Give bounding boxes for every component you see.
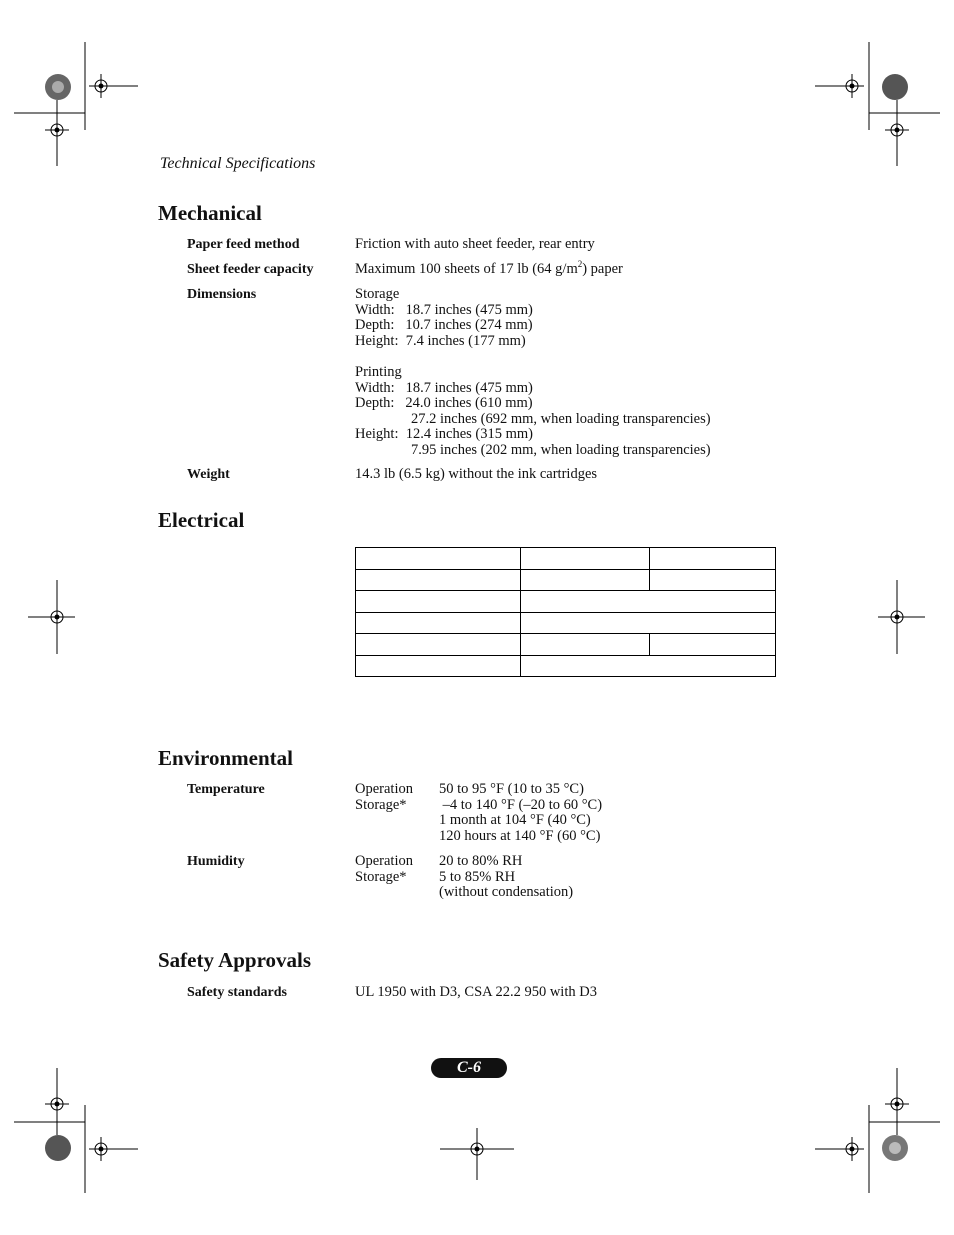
temp-storage-value-3: 120 hours at 140 °F (60 °C)	[439, 827, 601, 844]
storage-width: Width: 18.7 inches (475 mm)	[355, 301, 533, 318]
weight-value: 14.3 lb (6.5 kg) without the ink cartridges	[355, 466, 598, 482]
paper-feed-value: Friction with auto sheet feeder, rear entry	[355, 236, 595, 252]
printing-width: Width: 18.7 inches (475 mm)	[355, 379, 533, 396]
table-row	[356, 569, 776, 591]
table-row	[356, 655, 776, 677]
temp-storage-label: Storage*	[355, 796, 407, 813]
safety-standards-label: Safety standards	[187, 985, 287, 1000]
hum-storage-value: 5 to 85% RH	[439, 868, 516, 885]
hum-operation-label: Operation	[355, 853, 413, 869]
storage-height: Height: 7.4 inches (177 mm)	[355, 332, 526, 349]
temperature-values	[439, 782, 602, 844]
storage-title: Storage	[355, 286, 400, 302]
table-row	[356, 548, 776, 570]
table-row	[356, 612, 776, 634]
humidity-label: Humidity	[187, 854, 245, 869]
temp-operation-label: Operation	[355, 781, 413, 797]
mechanical-heading: Mechanical	[158, 201, 262, 225]
hum-storage-label: Storage*	[355, 868, 407, 885]
temp-storage-value: –4 to 140 °F (–20 to 60 °C)	[439, 796, 603, 813]
dimensions-value	[355, 287, 711, 459]
running-head: Technical Specifications	[160, 155, 316, 172]
sheet-feeder-value: Maximum 100 sheets of 17 lb (64 $g/m^2$) paper	[355, 259, 623, 277]
temp-operation-value: 50 to 95 °F (10 to 35 °C)	[439, 781, 584, 797]
page-number: C-6	[431, 1058, 507, 1078]
humidity-conditions	[355, 854, 413, 885]
printing-title: Printing	[355, 363, 402, 380]
sheet-feeder-label: Sheet feeder capacity	[187, 262, 314, 277]
safety-standards-value: UL 1950 with D3, CSA 22.2 950 with D3	[355, 984, 597, 1000]
hum-operation-value: 20 to 80% RH	[439, 853, 523, 869]
dimensions-label: Dimensions	[187, 287, 257, 302]
temperature-label: Temperature	[187, 782, 265, 797]
hum-storage-value-2: (without condensation)	[439, 884, 574, 901]
table-row	[356, 634, 776, 656]
electrical-heading: Electrical	[158, 508, 245, 532]
temperature-conditions	[355, 782, 413, 813]
environmental-heading: Environmental	[158, 746, 293, 770]
storage-depth: Depth: 10.7 inches (274 mm)	[355, 317, 533, 334]
printing-depth-transparency: 27.2 inches (692 mm, when loading transparencies)	[411, 410, 711, 427]
table-row	[356, 591, 776, 613]
electrical-table	[355, 547, 776, 677]
paper-feed-label: Paper feed method	[187, 237, 300, 252]
printing-depth: Depth: 24.0 inches (610 mm)	[355, 395, 533, 412]
printing-height-transparency: 7.95 inches (202 mm, when loading transparencies)	[411, 441, 711, 458]
weight-label: Weight	[187, 467, 230, 482]
safety-heading: Safety Approvals	[158, 948, 312, 972]
temp-storage-value-2: 1 month at 104 °F (40 °C)	[439, 812, 591, 829]
humidity-values	[439, 854, 573, 901]
printing-height: Height: 12.4 inches (315 mm)	[355, 426, 534, 443]
